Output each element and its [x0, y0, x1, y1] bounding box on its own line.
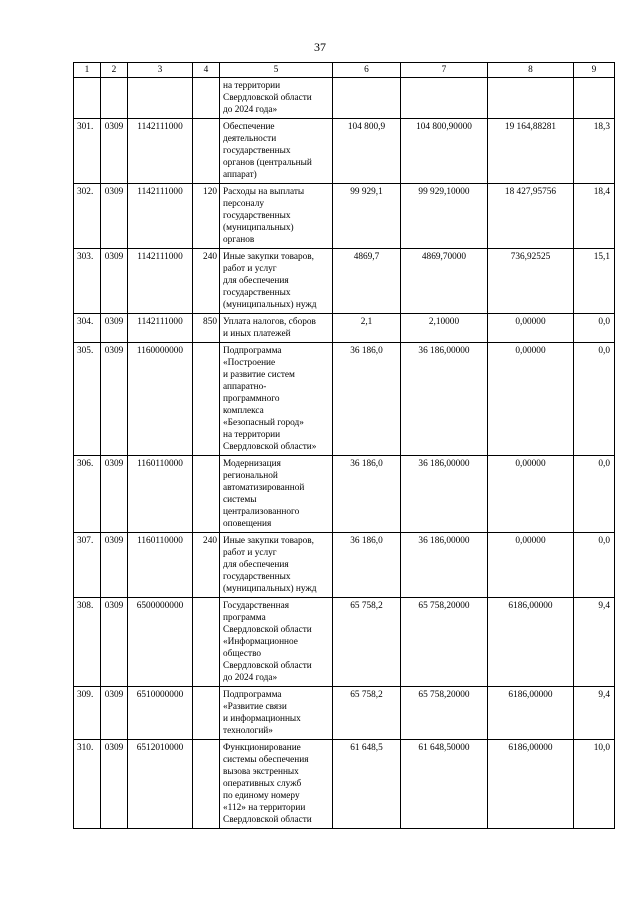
table-row: [74, 314, 615, 343]
expense-type-cell: [193, 687, 220, 740]
expense-type-cell: [193, 598, 220, 687]
section-code-cell: 0309: [101, 184, 128, 249]
column-header-1: 1: [74, 63, 101, 78]
target-article-cell: 1160110000: [128, 533, 193, 598]
refined-amount-cell: 104 800,90000: [401, 119, 488, 184]
executed-amount-cell: 6186,00000: [488, 740, 574, 829]
approved-amount-cell: 99 929,1: [333, 184, 401, 249]
item-name-cell: Иные закупки товаров, работ и услуг для обеспечения государственных (муниципальных) нужд: [220, 249, 333, 314]
refined-amount-cell: 36 186,00000: [401, 456, 488, 533]
table-row: [74, 740, 615, 829]
section-code-cell: 0309: [101, 314, 128, 343]
executed-amount-cell: 0,00000: [488, 314, 574, 343]
target-article-cell: 1160110000: [128, 456, 193, 533]
execution-percent-cell: 18,4: [574, 184, 615, 249]
table-body: [74, 78, 615, 829]
execution-percent-cell: 0,0: [574, 456, 615, 533]
row-number-cell: 310.: [74, 740, 101, 829]
execution-percent-cell: 9,4: [574, 687, 615, 740]
expense-type-cell: 850: [193, 314, 220, 343]
refined-amount-cell: 36 186,00000: [401, 343, 488, 456]
executed-amount-cell: 6186,00000: [488, 598, 574, 687]
row-number-cell: 309.: [74, 687, 101, 740]
table-row: [74, 119, 615, 184]
executed-amount-cell: 6186,00000: [488, 687, 574, 740]
approved-amount-cell: 61 648,5: [333, 740, 401, 829]
column-header-8: 8: [488, 63, 574, 78]
row-number-cell: 307.: [74, 533, 101, 598]
refined-amount-cell: 61 648,50000: [401, 740, 488, 829]
execution-percent-cell: 18,3: [574, 119, 615, 184]
section-code-cell: 0309: [101, 740, 128, 829]
row-number-cell: 301.: [74, 119, 101, 184]
target-article-cell: 6512010000: [128, 740, 193, 829]
target-article-cell: 1142111000: [128, 184, 193, 249]
table-row: [74, 343, 615, 456]
approved-amount-cell: 36 186,0: [333, 343, 401, 456]
expense-type-cell: 240: [193, 533, 220, 598]
section-code-cell: 0309: [101, 533, 128, 598]
column-header-3: 3: [128, 63, 193, 78]
target-article-cell: 1142111000: [128, 119, 193, 184]
item-name-cell: Модернизация региональной автоматизированной системы централизованного оповещения: [220, 456, 333, 533]
item-name-cell: Государственная программа Свердловской области «Информационное общество Свердловской области до 2024 года»: [220, 598, 333, 687]
section-code-cell: 0309: [101, 343, 128, 456]
table-row: [74, 249, 615, 314]
target-article-cell: 6500000000: [128, 598, 193, 687]
executed-amount-cell: [488, 78, 574, 119]
execution-percent-cell: 0,0: [574, 343, 615, 456]
refined-amount-cell: [401, 78, 488, 119]
row-number-cell: 302.: [74, 184, 101, 249]
approved-amount-cell: 4869,7: [333, 249, 401, 314]
table-row: [74, 533, 615, 598]
executed-amount-cell: 19 164,88281: [488, 119, 574, 184]
section-code-cell: 0309: [101, 598, 128, 687]
item-name-cell: Обеспечение деятельности государственных органов (центральный аппарат): [220, 119, 333, 184]
execution-percent-cell: 15,1: [574, 249, 615, 314]
table-row: [74, 184, 615, 249]
approved-amount-cell: 65 758,2: [333, 687, 401, 740]
executed-amount-cell: 18 427,95756: [488, 184, 574, 249]
expense-type-cell: 120: [193, 184, 220, 249]
row-number-cell: 308.: [74, 598, 101, 687]
target-article-cell: 1160000000: [128, 343, 193, 456]
item-name-cell: Подпрограмма «Построение и развитие систем аппаратно- программного комплекса «Безопасный город» на территории Свердловской области»: [220, 343, 333, 456]
item-name-cell: Уплата налогов, сборов и иных платежей: [220, 314, 333, 343]
approved-amount-cell: 65 758,2: [333, 598, 401, 687]
row-number-cell: [74, 78, 101, 119]
row-number-cell: 306.: [74, 456, 101, 533]
execution-percent-cell: 10,0: [574, 740, 615, 829]
target-article-cell: 1142111000: [128, 249, 193, 314]
refined-amount-cell: 99 929,10000: [401, 184, 488, 249]
expense-type-cell: [193, 119, 220, 184]
row-number-cell: 305.: [74, 343, 101, 456]
approved-amount-cell: 104 800,9: [333, 119, 401, 184]
section-code-cell: 0309: [101, 687, 128, 740]
table-row: [74, 687, 615, 740]
section-code-cell: [101, 78, 128, 119]
expense-type-cell: [193, 343, 220, 456]
section-code-cell: 0309: [101, 119, 128, 184]
refined-amount-cell: 65 758,20000: [401, 598, 488, 687]
row-number-cell: 303.: [74, 249, 101, 314]
column-header-9: 9: [574, 63, 615, 78]
approved-amount-cell: 2,1: [333, 314, 401, 343]
refined-amount-cell: 65 758,20000: [401, 687, 488, 740]
section-code-cell: 0309: [101, 456, 128, 533]
column-header-4: 4: [193, 63, 220, 78]
target-article-cell: 6510000000: [128, 687, 193, 740]
expense-type-cell: 240: [193, 249, 220, 314]
page-number: 37: [314, 40, 326, 54]
expense-type-cell: [193, 456, 220, 533]
column-header-7: 7: [401, 63, 488, 78]
column-header-2: 2: [101, 63, 128, 78]
approved-amount-cell: [333, 78, 401, 119]
item-name-cell: Подпрограмма «Развитие связи и информационных технологий»: [220, 687, 333, 740]
execution-percent-cell: 9,4: [574, 598, 615, 687]
refined-amount-cell: 2,10000: [401, 314, 488, 343]
column-header-6: 6: [333, 63, 401, 78]
executed-amount-cell: 0,00000: [488, 533, 574, 598]
item-name-cell: Функционирование системы обеспечения вызова экстренных оперативных служб по единому номеру «112» на территории Свердловской области: [220, 740, 333, 829]
section-code-cell: 0309: [101, 249, 128, 314]
table-row: [74, 78, 615, 119]
refined-amount-cell: 4869,70000: [401, 249, 488, 314]
executed-amount-cell: 0,00000: [488, 456, 574, 533]
header-row: [74, 63, 615, 78]
execution-percent-cell: 0,0: [574, 314, 615, 343]
target-article-cell: 1142111000: [128, 314, 193, 343]
item-name-cell: Иные закупки товаров, работ и услуг для обеспечения государственных (муниципальных) нужд: [220, 533, 333, 598]
executed-amount-cell: 736,92525: [488, 249, 574, 314]
approved-amount-cell: 36 186,0: [333, 533, 401, 598]
execution-percent-cell: 0,0: [574, 533, 615, 598]
table-row: [74, 456, 615, 533]
item-name-cell: Расходы на выплаты персоналу государственных (муниципальных) органов: [220, 184, 333, 249]
refined-amount-cell: 36 186,00000: [401, 533, 488, 598]
budget-table: [73, 62, 615, 829]
execution-percent-cell: [574, 78, 615, 119]
column-header-5: 5: [220, 63, 333, 78]
item-name-cell: на территории Свердловской области до 2024 года»: [220, 78, 333, 119]
row-number-cell: 304.: [74, 314, 101, 343]
expense-type-cell: [193, 740, 220, 829]
approved-amount-cell: 36 186,0: [333, 456, 401, 533]
expense-type-cell: [193, 78, 220, 119]
executed-amount-cell: 0,00000: [488, 343, 574, 456]
table-row: [74, 598, 615, 687]
target-article-cell: [128, 78, 193, 119]
